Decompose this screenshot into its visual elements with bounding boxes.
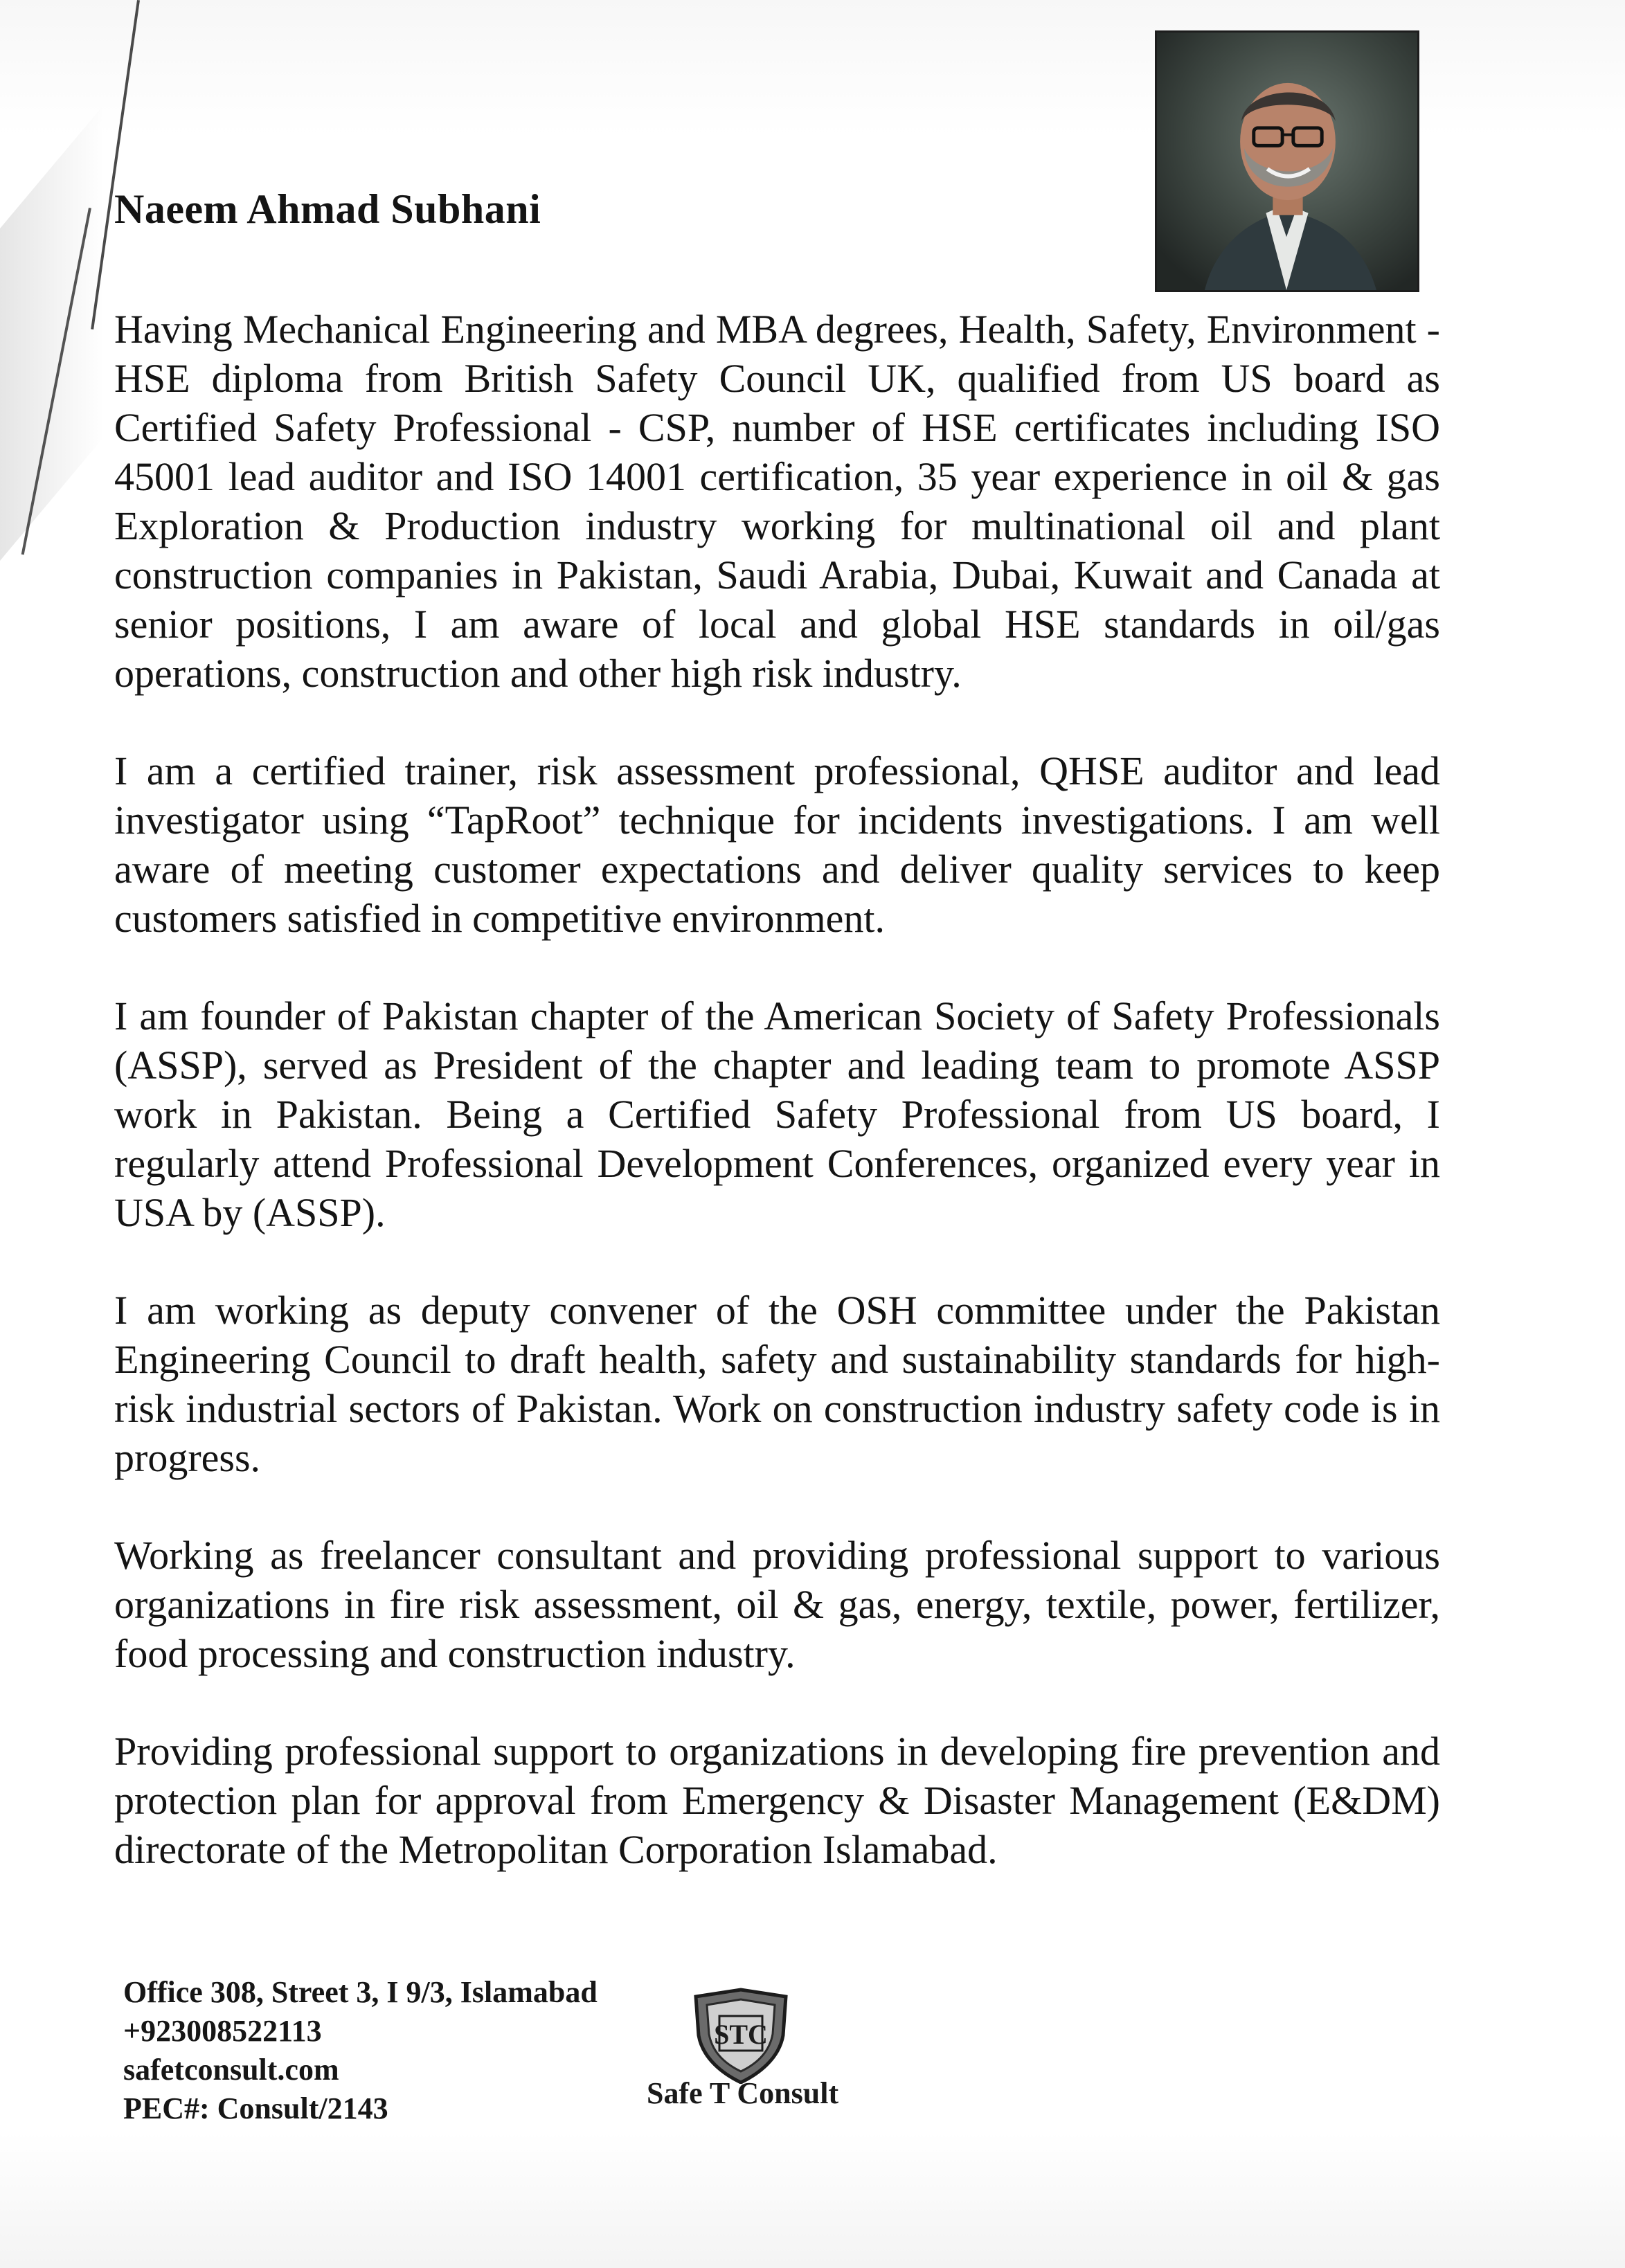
paragraph-trainer-auditor: I am a certified trainer, risk assessment professional, QHSE auditor and lead investigator using “TapRoot” technique for incidents investigations. I am well aware of meeting customer expectations and deliver quality services to keep customers satisfied in competitive environment.: [114, 748, 1440, 941]
footer-phone: +923008522113: [123, 2014, 322, 2048]
paragraph-education-experience: Having Mechanical Engineering and MBA degrees, Health, Safety, Environment - HSE diploma from British Safety Council UK, qualified from US board as Certified Safety Professional - CSP, number of HSE certificates including ISO 45001 lead auditor and ISO 14001 certification, 35 year experience in oil & gas Exploration & Production industry working for multinational oil and plant construction companies in Pakistan, Saudi Arabia, Dubai, Kuwait and Canada at senior positions, I am aware of local and global HSE standards in oil/gas operations, construction and other high risk industry.: [114, 307, 1440, 696]
company-logo-shield-icon: [689, 1987, 793, 2084]
footer-address-line: Office 308, Street 3, I 9/3, Islamabad: [123, 1975, 598, 2009]
paragraph-fire-prevention: Providing professional support to organizations in developing fire prevention and protection plan for approval from Emergency & Disaster Management (E&DM) directorate of the Metropolitan Corporation Islamabad.: [114, 1729, 1440, 1872]
paragraph-assp-founder: I am founder of Pakistan chapter of the American Society of Safety Professionals (ASSP), served as President of the chapter and leading team to promote ASSP work in Pakistan. Being a Certified Safety Professional from US board, I regularly attend Professional Development Conferences, organized every year in USA by (ASSP).: [114, 993, 1440, 1235]
footer-website: safetconsult.com: [123, 2053, 339, 2087]
svg-text:STC: STC: [714, 2019, 768, 2050]
scan-edge-shadow: [0, 105, 104, 561]
footer-pec-number: PEC#: Consult/2143: [123, 2091, 388, 2125]
profile-photo: [1155, 30, 1419, 292]
footer-contact: [123, 1973, 598, 2128]
company-name: Safe T Consult: [647, 2076, 839, 2110]
paragraph-freelancer: Working as freelancer consultant and providing professional support to various organizations in fire risk assessment, oil & gas, energy, textile, power, fertilizer, food processing and construction industry.: [114, 1533, 1440, 1676]
portrait-image: [1157, 33, 1417, 290]
profile-name: Naeem Ahmad Subhani: [114, 186, 541, 232]
paragraph-osh-committee: I am working as deputy convener of the OSH committee under the Pakistan Engineering Council to draft health, safety and sustainability standards for high-risk industrial sectors of Pakistan. Work on construction industry safety code is in progress.: [114, 1288, 1440, 1480]
profile-body: [114, 305, 1440, 1923]
